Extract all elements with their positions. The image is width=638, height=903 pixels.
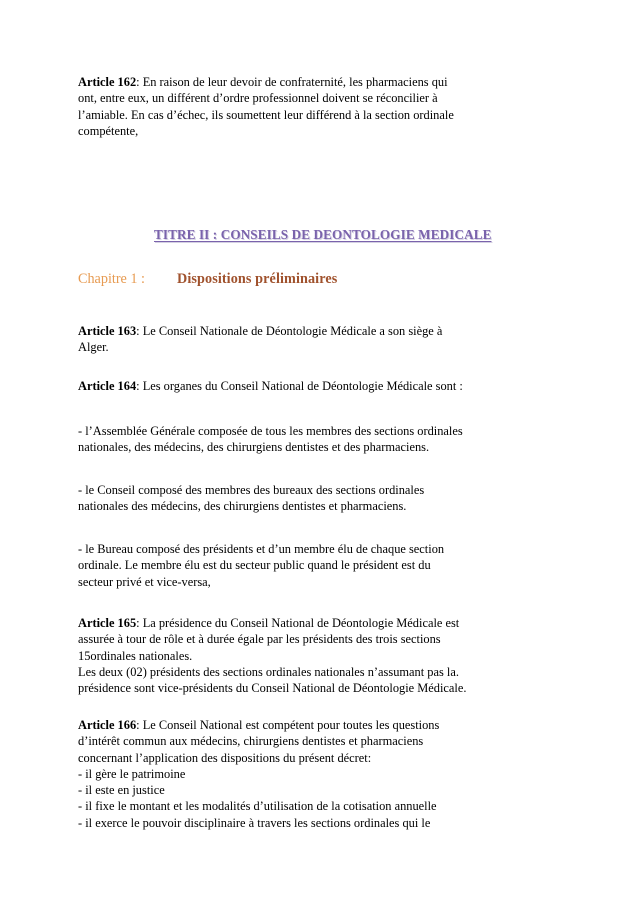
chapitre-label: Chapitre 1 : <box>78 271 145 287</box>
organ-item-bureau <box>78 541 508 590</box>
article-166-line-5: - il este en justice <box>78 783 165 798</box>
organ-item-conseil-line-1: - le Conseil composé des membres des bureaux des sections ordinales <box>78 483 425 497</box>
organ-item-bureau-line-3: secteur privé et vice-versa, <box>78 574 211 589</box>
article-165-line-1: Article 165: La présidence du Conseil National de Déontologie Médicale est <box>78 616 460 630</box>
article-166-line-7: - il exerce le pouvoir disciplinaire à travers les sections ordinales qui le <box>78 815 431 830</box>
article-165-line-4: Les deux (02) présidents des sections ordinales nationales n’assumant pas la. <box>78 664 459 679</box>
article-162-line-1: Article 162: En raison de leur devoir de confraternité, les pharmaciens qui <box>78 75 448 89</box>
organ-item-conseil-line-2: nationales des médecins, des chirurgiens dentistes et pharmaciens. <box>78 499 407 514</box>
article-163-label: Article 163 <box>78 324 137 338</box>
organ-item-assemblee-line-1: - l’Assemblée Générale composée de tous les membres des sections ordinales <box>78 424 463 438</box>
article-166-line-6: - il fixe le montant et les modalités d’utilisation de la cotisation annuelle <box>78 799 437 814</box>
titre-heading: TITRE II : CONSEILS DE DEONTOLOGIE MEDICALE <box>154 227 492 242</box>
article-163-line-1: Article 163: Le Conseil Nationale de Déontologie Médicale a son siège à <box>78 324 443 338</box>
article-165-line-2: assurée à tour de rôle et à durée égale par les présidents des trois sections <box>78 632 441 647</box>
organ-item-assemblee <box>78 423 508 456</box>
article-164 <box>78 378 508 394</box>
article-166-line-2: d’intérêt commun aux médecins, chirurgiens dentistes et pharmaciens <box>78 734 424 749</box>
article-166-line-1: Article 166: Le Conseil National est compétent pour toutes les questions <box>78 718 440 732</box>
article-162-line-2: ont, entre eux, un différent d’ordre professionnel doivent se réconcilier à <box>78 91 438 106</box>
article-166-line-4: - il gère le patrimoine <box>78 766 186 781</box>
article-164-line-1: Article 164: Les organes du Conseil National de Déontologie Médicale sont : <box>78 379 463 393</box>
organ-item-bureau-line-2: ordinale. Le membre élu est du secteur public quand le président est du <box>78 558 431 573</box>
organ-item-conseil <box>78 482 508 515</box>
article-164-label: Article 164 <box>78 379 137 393</box>
article-162 <box>78 74 508 139</box>
article-166-label: Article 166 <box>78 718 137 732</box>
article-166-line-3: concernant l’application des dispositions du présent décret: <box>78 750 372 765</box>
chapitre-title: Dispositions préliminaires <box>177 271 338 287</box>
article-165-line-5: présidence sont vice-présidents du Conseil National de Déontologie Médicale. <box>78 681 467 696</box>
article-163 <box>78 323 508 356</box>
article-165-label: Article 165 <box>78 616 137 630</box>
article-162-label: Article 162 <box>78 75 137 89</box>
organ-item-bureau-line-1: - le Bureau composé des présidents et d’un membre élu de chaque section <box>78 542 445 556</box>
article-162-line-4: compétente, <box>78 123 139 138</box>
article-166 <box>78 717 508 831</box>
article-165 <box>78 615 508 696</box>
organ-item-assemblee-line-2: nationales, des médecins, des chirurgiens dentistes et des pharmaciens. <box>78 440 430 455</box>
article-162-line-3: l’amiable. En cas d’échec, ils soumettent leur différend à la section ordinale <box>78 107 454 122</box>
article-165-line-3: 15ordinales nationales. <box>78 648 193 663</box>
article-163-line-2: Alger. <box>78 340 109 355</box>
